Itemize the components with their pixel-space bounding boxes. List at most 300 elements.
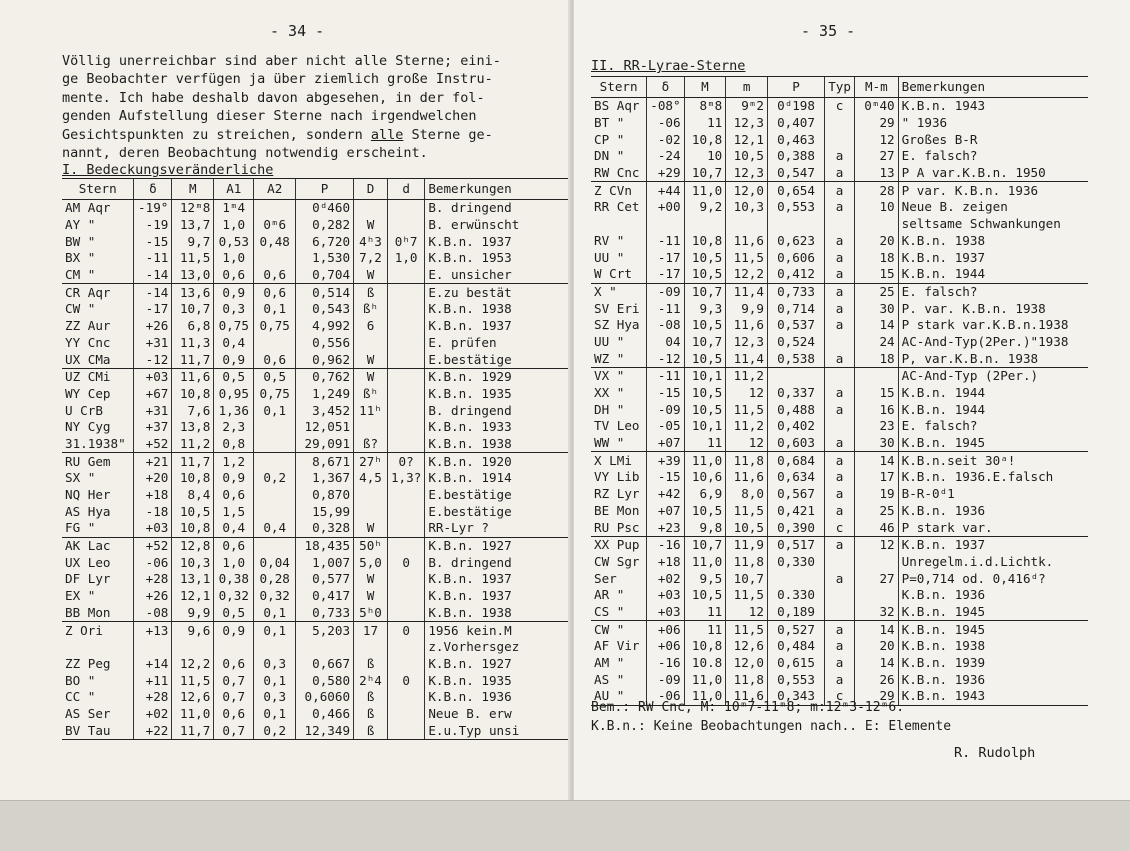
table-cell: +28 <box>134 689 172 706</box>
table-cell <box>855 554 899 571</box>
table-cell: 0,53 <box>214 233 254 250</box>
table-cell <box>855 368 899 385</box>
table-cell: a <box>825 401 855 418</box>
table-cell: 11,4 <box>726 283 768 300</box>
table-row <box>62 554 572 571</box>
table-cell: 8,4 <box>172 487 214 504</box>
intro-paragraph <box>62 52 562 162</box>
table-cell: CW " <box>594 621 625 637</box>
table-cell: K.B.n. 1920 <box>425 453 572 470</box>
table-cell: 0,580 <box>296 672 354 689</box>
table-cell: 0,463 <box>767 131 824 148</box>
table-row <box>62 537 572 554</box>
table-cell: -15 <box>647 385 684 402</box>
table-cell: 7,6 <box>172 402 214 419</box>
table-cell: 3,452 <box>296 402 354 419</box>
table-cell <box>254 419 296 436</box>
table-cell: 14 <box>855 452 899 469</box>
table-cell: K.B.n. 1936 <box>898 503 1088 520</box>
rr-lyrae-table <box>591 76 1088 706</box>
table-cell: c <box>825 519 855 536</box>
table-cell: 0,38 <box>214 571 254 588</box>
table-cell <box>354 200 388 217</box>
table-cell: AR " <box>594 587 625 603</box>
table-cell: CW " <box>65 301 96 317</box>
table-row <box>591 148 1088 165</box>
table-cell: K.B.n. 1938 <box>425 605 572 622</box>
table-cell <box>591 216 647 233</box>
table-cell: 10,5 <box>684 503 726 520</box>
table-cell: a <box>825 350 855 367</box>
table-cell: E.bestätige <box>425 503 572 520</box>
table-cell: +28 <box>134 571 172 588</box>
table-cell: 10,5 <box>726 148 768 165</box>
table-cell: 0,6 <box>214 267 254 284</box>
table-cell: 0 <box>387 622 424 639</box>
table-cell: K.B.n. 1945 <box>898 604 1088 621</box>
table-cell: +22 <box>134 722 172 739</box>
table-cell: 0,7 <box>214 672 254 689</box>
table-cell: X LMi <box>594 452 632 468</box>
table-cell: +13 <box>134 622 172 639</box>
table-cell: K.B.n. 1937 <box>425 233 572 250</box>
table-cell: 11,8 <box>726 452 768 469</box>
table-cell: 0,3 <box>214 301 254 318</box>
table-cell: a <box>825 486 855 503</box>
table-cell: AY " <box>65 217 96 233</box>
table-cell: 0,1 <box>254 672 296 689</box>
table-cell: 0,962 <box>296 351 354 368</box>
table-cell: 18 <box>855 249 899 266</box>
table-cell: K.B.n. 1937 <box>425 318 572 335</box>
table-row <box>62 351 572 368</box>
table-cell: 28 <box>855 182 899 199</box>
table-cell: 11,5 <box>726 621 768 638</box>
table-cell: 0,4 <box>254 520 296 537</box>
table-cell: +67 <box>134 386 172 403</box>
table-row <box>591 283 1088 300</box>
table-cell: 0,2 <box>254 722 296 739</box>
table-cell: -14 <box>134 267 172 284</box>
table-cell: 11,7 <box>172 351 214 368</box>
section-title-eclipsing: I. Bedeckungsveränderliche <box>62 162 274 178</box>
table-cell: +03 <box>134 520 172 537</box>
table-cell: 10.8 <box>684 655 726 672</box>
table-cell: 14 <box>855 621 899 638</box>
table-cell: -24 <box>647 148 684 165</box>
table-cell: 0,7 <box>214 722 254 739</box>
table-cell: -09 <box>647 401 684 418</box>
table-cell: +02 <box>134 706 172 723</box>
table-cell: +00 <box>647 199 684 216</box>
intro-line-2: ge Beobachter verfügen ja über ziemlich große Instru- <box>62 71 493 88</box>
table-row <box>62 402 572 419</box>
table-cell: -16 <box>647 536 684 553</box>
table-cell: -02 <box>647 131 684 148</box>
table-cell <box>62 639 134 656</box>
table-cell: VX " <box>594 368 625 384</box>
table-row <box>62 706 572 723</box>
table-cell: TV Leo <box>594 418 640 434</box>
table-cell <box>296 639 354 656</box>
table-cell: 10,5 <box>684 266 726 283</box>
table-cell: K.B.n. 1937 <box>898 249 1088 266</box>
table-cell: 9,2 <box>684 199 726 216</box>
table-cell: 10,5 <box>684 350 726 367</box>
intro-line-6: nannt, deren Beobachtung notwendig erscheint. <box>62 145 428 162</box>
table-cell: 27 <box>855 570 899 587</box>
table-cell: 8ᵐ8 <box>684 98 726 115</box>
table-cell: K.B.n.seit 30ᵃ! <box>898 452 1088 469</box>
table-cell <box>387 419 424 436</box>
table-cell: a <box>825 435 855 452</box>
table-cell <box>387 301 424 318</box>
table-cell: 0ᵐ40 <box>855 98 899 115</box>
table-cell: CS " <box>591 604 647 621</box>
table-cell: AS Ser <box>65 705 111 721</box>
table-cell: 8,671 <box>296 453 354 470</box>
table-cell: 15 <box>855 266 899 283</box>
table-row <box>62 605 572 622</box>
table-cell: 0,282 <box>296 217 354 234</box>
table-cell: K.B.n. 1927 <box>425 656 572 673</box>
table-cell: -14 <box>134 284 172 301</box>
table-row <box>591 519 1088 536</box>
table-cell: -15 <box>647 469 684 486</box>
table-row <box>591 317 1088 334</box>
table-cell: 13,7 <box>172 217 214 234</box>
table-cell: -05 <box>647 418 684 435</box>
table-cell: c <box>825 98 855 115</box>
table-cell: 1ᵐ4 <box>214 200 254 217</box>
table-cell: a <box>825 638 855 655</box>
table-cell: 12,3 <box>726 334 768 351</box>
table-cell: ZZ Peg <box>65 655 111 671</box>
table-cell: a <box>825 385 855 402</box>
table-cell: +06 <box>647 638 684 655</box>
table-cell: -17 <box>647 249 684 266</box>
table-cell: 12 <box>855 131 899 148</box>
author-signature: R. Rudolph <box>954 745 1036 761</box>
table-cell: 25 <box>855 503 899 520</box>
table-cell: DH " <box>594 401 625 417</box>
table-row <box>62 520 572 537</box>
table-cell: 10,7 <box>172 301 214 318</box>
table-cell: 0,28 <box>254 571 296 588</box>
table-cell: 0,684 <box>767 452 824 469</box>
table-cell: -11 <box>134 250 172 267</box>
table-cell <box>354 639 388 656</box>
table-cell: 10,8 <box>172 470 214 487</box>
intro-line-5: Gesichtspunkten zu streichen, sondern <box>62 126 371 143</box>
table-cell: 0,9 <box>214 622 254 639</box>
table-cell: 0,606 <box>767 249 824 266</box>
table-cell: 6,720 <box>296 233 354 250</box>
table-cell: 10 <box>684 148 726 165</box>
table-cell: CM " <box>62 267 134 284</box>
table-cell: 11,5 <box>726 249 768 266</box>
table-cell: c <box>825 688 855 705</box>
table-cell: 0ᵈ198 <box>767 98 824 115</box>
table-cell <box>387 571 424 588</box>
table-cell: 0,1 <box>254 706 296 723</box>
table-cell: Neue B. zeigen <box>898 199 1088 216</box>
table-cell: 11,2 <box>726 368 768 385</box>
column-header: δ <box>647 77 684 98</box>
table-cell: 0,547 <box>767 165 824 182</box>
table-cell: 10,3 <box>172 554 214 571</box>
column-header: P <box>767 77 824 98</box>
table-cell: K.B.n. 1953 <box>425 250 572 267</box>
table-cell <box>387 200 424 217</box>
table-cell: 0,704 <box>296 267 354 284</box>
table-cell: +42 <box>647 486 684 503</box>
table-cell: 12,1 <box>172 588 214 605</box>
table-cell: -18 <box>134 503 172 520</box>
table-cell <box>254 436 296 453</box>
table-row <box>62 656 572 673</box>
table-cell: 1,007 <box>296 554 354 571</box>
table-cell: 2ʰ4 <box>354 672 388 689</box>
table-cell: 0,543 <box>296 301 354 318</box>
table-cell: -06 <box>647 115 684 132</box>
table-cell: 10,3 <box>726 199 768 216</box>
table-cell: 10,5 <box>684 385 726 402</box>
table-cell: XX " <box>594 385 625 401</box>
table-cell: 0,402 <box>767 418 824 435</box>
table-cell: 0 <box>387 672 424 689</box>
table-cell: 10,7 <box>726 570 768 587</box>
table-cell: ß? <box>354 436 388 453</box>
table-row <box>62 487 572 504</box>
table-cell: 0,388 <box>767 148 824 165</box>
table-cell: 6,9 <box>684 486 726 503</box>
table-row <box>591 216 1088 233</box>
table-cell <box>387 318 424 335</box>
table-cell <box>825 418 855 435</box>
section-title-rr-lyrae: II. RR-Lyrae-Sterne <box>591 58 746 74</box>
table-cell: 11,8 <box>726 554 768 571</box>
table-cell: 12,8 <box>172 537 214 554</box>
table-cell: ß <box>354 689 388 706</box>
table-row <box>591 570 1088 587</box>
column-header: M <box>684 77 726 98</box>
left-page <box>0 0 572 800</box>
table-cell: 0,553 <box>767 671 824 688</box>
table-cell: 9,3 <box>684 300 726 317</box>
table-cell: 0,466 <box>296 706 354 723</box>
table-cell: 11,0 <box>684 452 726 469</box>
table-cell: 12,051 <box>296 419 354 436</box>
table-cell: 0,407 <box>767 115 824 132</box>
table-cell: K.B.n. 1927 <box>425 537 572 554</box>
table-cell: -11 <box>647 368 684 385</box>
table-cell: BV Tau <box>62 722 134 739</box>
table-cell: 11,0 <box>684 554 726 571</box>
table-cell: ßʰ <box>354 386 388 403</box>
table-row <box>591 503 1088 520</box>
table-cell: K.B.n. 1943 <box>898 98 1088 115</box>
table-cell: a <box>825 671 855 688</box>
table-cell: BO " <box>65 672 96 688</box>
table-cell: AM " <box>594 655 625 671</box>
column-header: M-m <box>855 77 899 98</box>
table-cell <box>825 368 855 385</box>
table-cell: 11,0 <box>684 688 726 705</box>
table-cell: W <box>354 217 388 234</box>
table-cell: 30 <box>855 300 899 317</box>
table-cell: P=0,714 od. 0,416ᵈ? <box>898 570 1088 587</box>
table-header-row <box>591 77 1088 98</box>
table-cell: a <box>825 655 855 672</box>
column-header: Stern <box>62 179 134 200</box>
table-cell <box>387 503 424 520</box>
intro-line-3: mente. Ich habe deshalb davon abgesehen, in der fol- <box>62 89 485 106</box>
table-cell: YY Cnc <box>65 334 111 350</box>
table-cell: 12,3 <box>726 115 768 132</box>
table-cell: 15 <box>855 385 899 402</box>
table-cell: 0,517 <box>767 536 824 553</box>
table-cell: 0,328 <box>296 520 354 537</box>
table-cell: 10,6 <box>684 469 726 486</box>
column-header: D <box>354 179 388 200</box>
table-cell <box>387 656 424 673</box>
table-cell: 0,9 <box>214 284 254 301</box>
table-cell: ß <box>354 284 388 301</box>
remark-note: Bem.: RW Cnc, M: 10ᵐ7-11ᵐ8; m:12ᵐ3-12ᵐ6. <box>591 700 905 715</box>
table-cell: 0,32 <box>254 588 296 605</box>
table-row <box>591 671 1088 688</box>
table-cell: 1,0 <box>214 217 254 234</box>
table-cell: 1,36 <box>214 402 254 419</box>
table-cell: W <box>354 368 388 385</box>
table-row <box>62 622 572 639</box>
table-row <box>62 689 572 706</box>
table-cell: 0,337 <box>767 385 824 402</box>
table-cell: 11,8 <box>726 671 768 688</box>
table-cell: 9,9 <box>172 605 214 622</box>
table-cell: 0,4 <box>214 520 254 537</box>
table-cell: +23 <box>647 519 684 536</box>
table-cell: 12 <box>726 435 768 452</box>
table-cell: K.B.n. 1936 <box>898 671 1088 688</box>
table-cell: W <box>354 571 388 588</box>
table-cell: 12ᵐ8 <box>172 200 214 217</box>
table-cell: 10,5 <box>684 249 726 266</box>
table-cell: 11,2 <box>726 418 768 435</box>
column-header: A1 <box>214 179 254 200</box>
table-cell: E. prüfen <box>425 335 572 352</box>
table-cell: 25 <box>855 283 899 300</box>
table-cell: UX Leo <box>65 554 111 570</box>
table-cell: 12,2 <box>172 656 214 673</box>
table-cell: K.B.n. 1935 <box>425 672 572 689</box>
table-cell: Neue B. erw <box>425 706 572 723</box>
table-cell: 11,9 <box>726 536 768 553</box>
page-number-right: - 35 - <box>801 22 856 40</box>
table-cell: P stark var. <box>898 519 1088 536</box>
table-cell: K.B.n. 1929 <box>425 368 572 385</box>
table-cell: 12,1 <box>726 131 768 148</box>
table-cell: +03 <box>134 368 172 385</box>
table-cell: 0,762 <box>296 368 354 385</box>
table-cell: +26 <box>134 588 172 605</box>
table-row <box>62 233 572 250</box>
eclipsing-variables-table <box>62 178 572 740</box>
table-cell: 0,6 <box>214 706 254 723</box>
table-cell: 24 <box>855 334 899 351</box>
table-cell: 0,5 <box>254 368 296 385</box>
table-cell <box>825 554 855 571</box>
table-cell: +03 <box>647 587 684 604</box>
column-header: d <box>387 179 424 200</box>
table-cell: 0? <box>387 453 424 470</box>
table-cell: SX " <box>65 470 96 486</box>
table-cell: K.B.n. 1944 <box>898 401 1088 418</box>
table-cell: 0,421 <box>767 503 824 520</box>
table-cell: a <box>825 536 855 553</box>
table-cell <box>354 487 388 504</box>
table-cell: 12 <box>726 385 768 402</box>
table-cell: BE Mon <box>594 502 640 518</box>
table-cell: X " <box>594 283 617 299</box>
table-cell <box>387 689 424 706</box>
table-cell: B. dringend <box>425 402 572 419</box>
table-cell: 19 <box>855 486 899 503</box>
table-cell <box>825 587 855 604</box>
table-cell: AS Hya <box>65 503 111 519</box>
table-cell: WZ " <box>591 350 647 367</box>
table-row <box>591 452 1088 469</box>
table-cell: NY Cyg <box>65 419 111 435</box>
table-cell: 20 <box>855 638 899 655</box>
table-row <box>591 233 1088 250</box>
table-cell: 0 <box>387 554 424 571</box>
table-cell: E. falsch? <box>898 418 1088 435</box>
table-cell: Großes B-R <box>898 131 1088 148</box>
table-cell <box>254 200 296 217</box>
table-row <box>591 334 1088 351</box>
table-cell: 27 <box>855 148 899 165</box>
table-cell <box>254 537 296 554</box>
table-cell: K.B.n. 1939 <box>898 655 1088 672</box>
table-cell: 11,0 <box>684 671 726 688</box>
table-cell: BX " <box>65 250 96 266</box>
table-cell: 17 <box>855 469 899 486</box>
table-cell: +20 <box>134 470 172 487</box>
table-cell <box>825 115 855 132</box>
table-cell: 0,1 <box>254 301 296 318</box>
table-cell: P, var.K.B.n. 1938 <box>898 350 1088 367</box>
table-cell: -11 <box>647 300 684 317</box>
table-cell: 1,0 <box>214 250 254 267</box>
table-cell: 0,1 <box>254 605 296 622</box>
table-cell: 0,5 <box>214 368 254 385</box>
intro-underlined-word: alle <box>370 126 404 143</box>
table-cell: +21 <box>134 453 172 470</box>
table-cell: 4ʰ3 <box>354 233 388 250</box>
table-cell: 0,1 <box>254 622 296 639</box>
table-cell: E.zu bestät <box>425 284 572 301</box>
table-cell: -12 <box>134 351 172 368</box>
table-cell: RW Cnc <box>591 165 647 182</box>
table-cell: 0,412 <box>767 266 824 283</box>
table-cell: 13,0 <box>172 267 214 284</box>
table-cell: 11,6 <box>726 688 768 705</box>
table-cell: 0,733 <box>296 605 354 622</box>
table-row <box>591 300 1088 317</box>
table-cell: 18,435 <box>296 537 354 554</box>
